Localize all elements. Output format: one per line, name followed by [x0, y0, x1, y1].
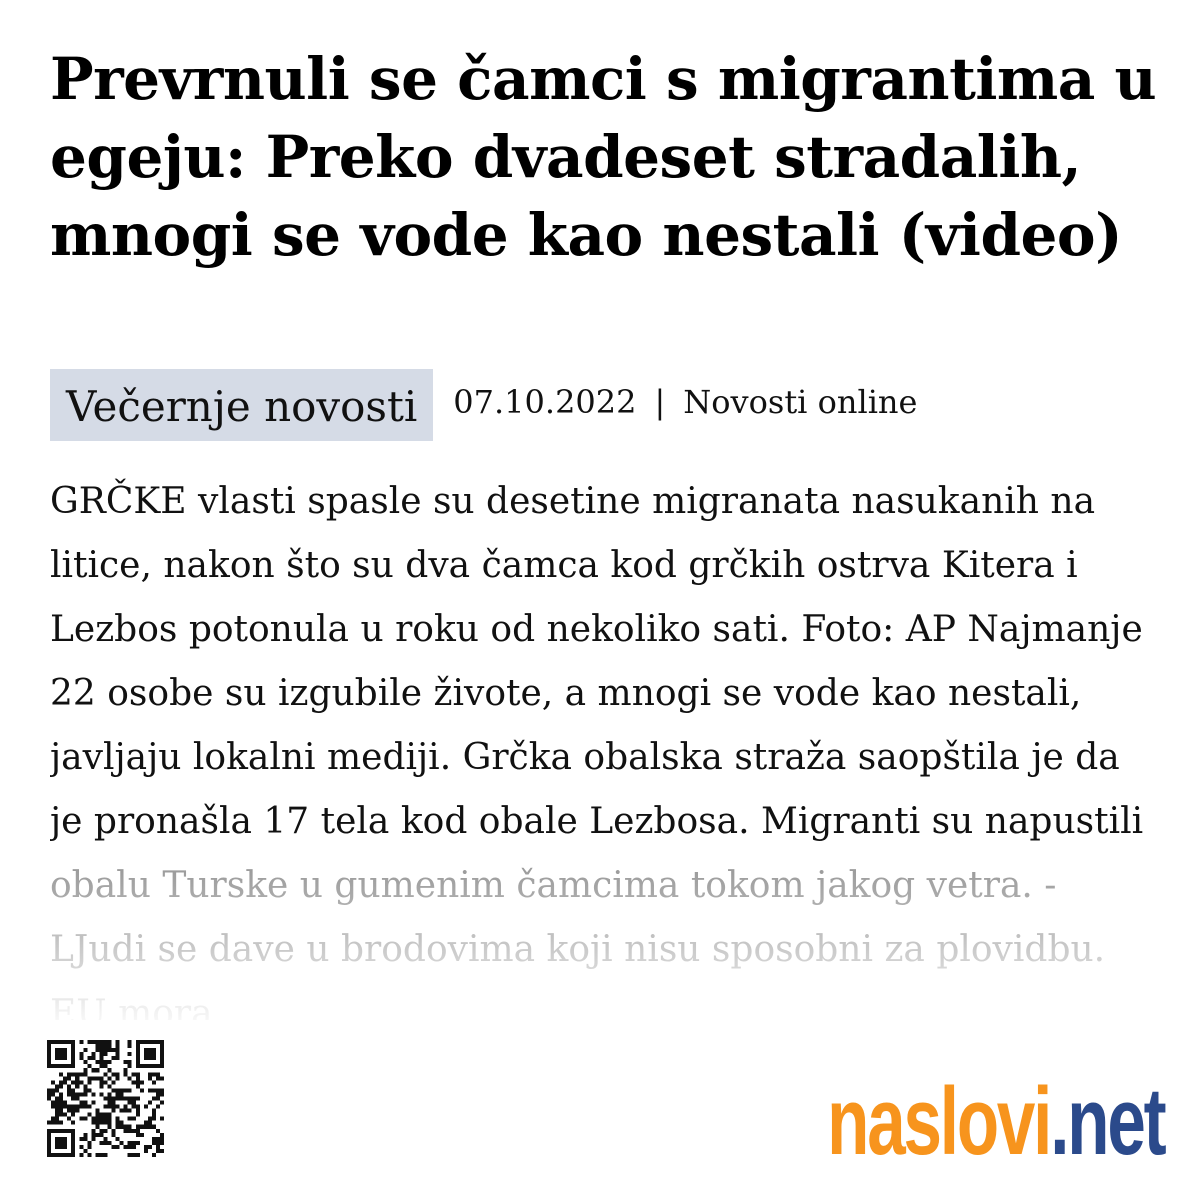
meta-separator: | [654, 383, 666, 421]
source-badge[interactable]: Večernje novosti [50, 369, 433, 441]
qr-code-icon [47, 1040, 164, 1157]
article-headline: Prevrnuli se čamci s migrantima u egeju: Preko dvadeset stradalih, mnogi se vode kao nestali (video) [50, 45, 1157, 269]
section-name: Novosti online [683, 383, 918, 421]
text-fade-overlay [50, 855, 1160, 1020]
publish-date: 07.10.2022 [453, 383, 637, 421]
meta-info [453, 369, 917, 421]
logo-part-naslovi: naslovi [826, 1068, 1050, 1175]
logo-part-net: .net [1049, 1068, 1164, 1175]
article-body-text: GRČKE vlasti spasle su desetine migranata nasukanih na litice, nakon što su dva čamca kod grčkih ostrva Kitera i Lezbos potonula u roku od nekoliko sati. Foto: AP Najmanje 22 osobe su izgubile živote, a mnogi se vode kao nestali, javljaju lokalni mediji. Grčka obalska straža saopštila je da je pronašla 17 tela kod obale Lezbosa. Migranti su napustili [50, 481, 1144, 842]
naslovi-logo[interactable] [826, 1050, 1164, 1175]
article-meta [50, 369, 917, 441]
article-body [50, 470, 1160, 1020]
